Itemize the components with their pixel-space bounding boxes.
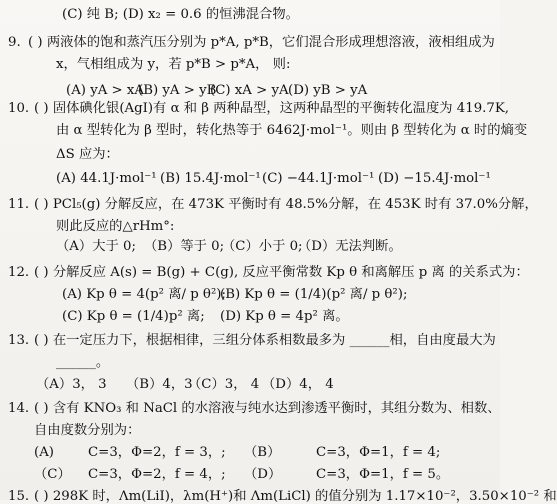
q10-number: 10. <box>8 101 30 116</box>
q10-option-b: (B) 15.4J·mol⁻¹ <box>160 171 261 186</box>
q14-row1-right-label: （B） <box>244 445 281 460</box>
q12-stem-line1: ( ) 分解反应 A(s) = B(g) + C(g), 反应平衡常数 Kp θ 和离解压 p 离 的关系式为： <box>34 265 529 280</box>
q14-row1-right-value: C=3，Φ=1，f = 4; <box>316 445 441 460</box>
q14-row1-left-value: C=3，Φ=2，f = 3，; <box>88 445 226 460</box>
q11-option-d: （D）无法判断。 <box>298 239 402 254</box>
q11-stem-line2: 则此反应的△rHm°: <box>56 219 175 234</box>
q13-stem-line2: ______。 <box>56 355 110 370</box>
q14-stem-line1: ( ) 含有 KNO₃ 和 NaCl 的水溶液与纯水达到渗透平衡时，其组分数为、相数、 <box>34 401 501 416</box>
q10-option-c: (C) −44.1J·mol⁻¹ <box>262 171 375 186</box>
q9-option-d: (D) yB > yA <box>288 83 368 98</box>
q10-option-a: (A) 44.1J·mol⁻¹ <box>56 171 157 186</box>
q13-option-c: （C）3， 4 <box>188 377 260 392</box>
q14-row2-right-label: （D） <box>244 467 282 482</box>
q10-option-d: (D) −15.4J·mol⁻¹ <box>378 171 491 186</box>
q11-option-b: （B）等于 0; <box>144 239 225 254</box>
q9-stem-line2: x，气相组成为 y，若 p*B > p*A， 则: <box>56 57 291 72</box>
q13-number: 13. <box>8 333 30 348</box>
q14-row2-right-value: C=3，Φ=1，f = 5。 <box>316 467 450 482</box>
q14-number: 14. <box>8 401 30 416</box>
q14-row1-left-label: (A) <box>34 445 54 460</box>
q9-number: 9. <box>8 35 21 50</box>
q13-option-d: （D）4， 4 <box>262 377 334 392</box>
q12-option-a: (A) Kp θ = 4(p² 离/ p θ²); <box>62 287 226 302</box>
q15-stem-line1: ( ) 298K 时，Λm(LiI)，λm(H⁺)和 Λm(LiCl) 的值分别为 1.17×10⁻²，3.50×10⁻² 和 <box>34 489 557 504</box>
q9-option-b: (B) yA > yB <box>138 83 217 98</box>
q10-stem-line2: 由 α 型转化为 β 型时，转化热等于 6462J·mol⁻¹。则由 β 型转化为 α 时的熵变 <box>56 123 528 138</box>
q11-option-a: （A）大于 0; <box>56 239 136 254</box>
q13-option-a: （A）3， 3 <box>36 377 107 392</box>
q9-stem-line1: ( ) 两液体的饱和蒸汽压分别为 p*A, p*B，它们混合形成理想溶液，液相组成为 <box>28 35 495 50</box>
q11-number: 11. <box>8 197 30 212</box>
q10-stem-line1: ( ) 固体碘化银(AgI)有 α 和 β 两种晶型，这两种晶型的平衡转化温度为 419.7K, <box>34 101 510 116</box>
header-options: (C) 纯 B; (D) x₂ = 0.6 的恒沸混合物。 <box>62 7 299 22</box>
q12-option-c: (C) Kp θ = (1/4)p² 离; <box>62 309 205 324</box>
q14-stem-line2: 自由度数分别为： <box>34 423 141 438</box>
q10-stem-line3: ΔS 应为： <box>56 147 119 162</box>
q12-option-b: (B) Kp θ = (1/4)(p² 离/ p θ²); <box>220 287 408 302</box>
q11-option-c: （C）小于 0; <box>222 239 303 254</box>
q13-option-b: （B）4，3 <box>126 377 193 392</box>
q14-row2-left-label: （C） <box>34 467 71 482</box>
q9-option-a: (A) yA > xA <box>66 83 145 98</box>
q12-option-d: (D) Kp θ = 4p² 离。 <box>220 309 349 324</box>
q15-number: 15. <box>8 489 30 504</box>
q12-number: 12. <box>8 265 30 280</box>
q11-stem-line1: ( ) PCl₅(g) 分解反应，在 473K 平衡时有 48.5%分解，在 453K 时有 37.0%分解， <box>34 197 538 212</box>
q14-row2-left-value: C=3，Φ=2，f = 4，; <box>88 467 226 482</box>
q9-option-c: (C) xA > yA <box>210 83 289 98</box>
q13-stem-line1: ( ) 在一定压力下，根据相律，三组分体系相数最多为 ______相，自由度最大为 <box>34 333 496 348</box>
